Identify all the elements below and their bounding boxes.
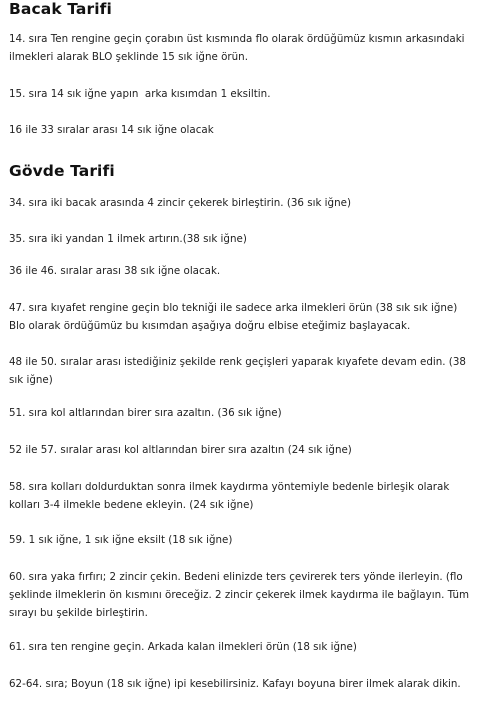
line: 60. sıra yaka fırfırı; 2 zincir çekin. Bedeni elinizde ters çevirerek ters yönde ilerleyin. (flo: [9, 571, 463, 583]
section-heading-bacak: Bacak Tarifi: [9, 0, 112, 18]
line: sırayı bu şekilde birleştirin.: [9, 607, 148, 619]
section-heading-govde: Gövde Tarifi: [9, 162, 115, 180]
line: ilmekleri alarak BLO şeklinde 15 sık iğne örün.: [9, 51, 248, 63]
line: 14. sıra Ten rengine geçin çorabın üst kısmında flo olarak ördüğümüz kısmın arkasındaki: [9, 33, 465, 45]
line: 47. sıra kıyafet rengine geçin blo tekniği ile sadece arka ilmekleri örün (38 sık sık iğne): [9, 302, 458, 314]
line: 15. sıra 14 sık iğne yapın arka kısımdan 1 eksiltin.: [9, 88, 271, 100]
paragraph-row-48-50: [9, 353, 489, 389]
paragraph-row-34: [9, 194, 489, 212]
paragraph-row-59: [9, 531, 489, 549]
paragraph-row-36-46: [9, 262, 489, 280]
line: 61. sıra ten rengine geçin. Arkada kalan ilmekleri örün (18 sık iğne): [9, 641, 357, 653]
paragraph-row-35: [9, 230, 489, 248]
line: sık iğne): [9, 374, 53, 386]
line: 48 ile 50. sıralar arası istediğiniz şekilde renk geçişleri yaparak kıyafete devam edin. (38: [9, 356, 466, 368]
line: 58. sıra kolları doldurduktan sonra ilmek kaydırma yöntemiyle bedenle birleşik olarak: [9, 481, 450, 493]
paragraph-row-58: [9, 478, 489, 514]
line: 62-64. sıra; Boyun (18 sık iğne) ipi kesebilirsiniz. Kafayı boyuna birer ilmek alarak dikin.: [9, 678, 461, 690]
line: 59. 1 sık iğne, 1 sık iğne eksilt (18 sık iğne): [9, 534, 233, 546]
line: 51. sıra kol altlarından birer sıra azaltın. (36 sık iğne): [9, 407, 282, 419]
paragraph-row-62-64: [9, 675, 489, 693]
paragraph-row-16-33: [9, 121, 489, 139]
line: şeklinde ilmeklerin ön kısmını öreceğiz. 2 zincir çekerek ilmek kaydırma ile bağlayın. Tüm: [9, 589, 470, 601]
line: 52 ile 57. sıralar arası kol altlarından birer sıra azaltın (24 sık iğne): [9, 444, 352, 456]
line: 35. sıra iki yandan 1 ilmek artırın.(38 sık iğne): [9, 233, 247, 245]
paragraph-row-61: [9, 638, 489, 656]
line: kolları 3-4 ilmekle bedene ekleyin. (24 sık iğne): [9, 499, 254, 511]
paragraph-row-60: [9, 568, 489, 622]
paragraph-row-14: [9, 30, 489, 66]
paragraph-row-47: [9, 299, 489, 335]
line: 34. sıra iki bacak arasında 4 zincir çekerek birleştirin. (36 sık iğne): [9, 197, 351, 209]
line: Blo olarak ördüğümüz bu kısımdan aşağıya doğru elbise eteğimiz başlayacak.: [9, 320, 411, 332]
line: 36 ile 46. sıralar arası 38 sık iğne olacak.: [9, 265, 221, 277]
paragraph-row-51: [9, 404, 489, 422]
paragraph-row-52-57: [9, 441, 489, 459]
paragraph-row-15: [9, 85, 489, 103]
line: 16 ile 33 sıralar arası 14 sık iğne olacak: [9, 124, 214, 136]
